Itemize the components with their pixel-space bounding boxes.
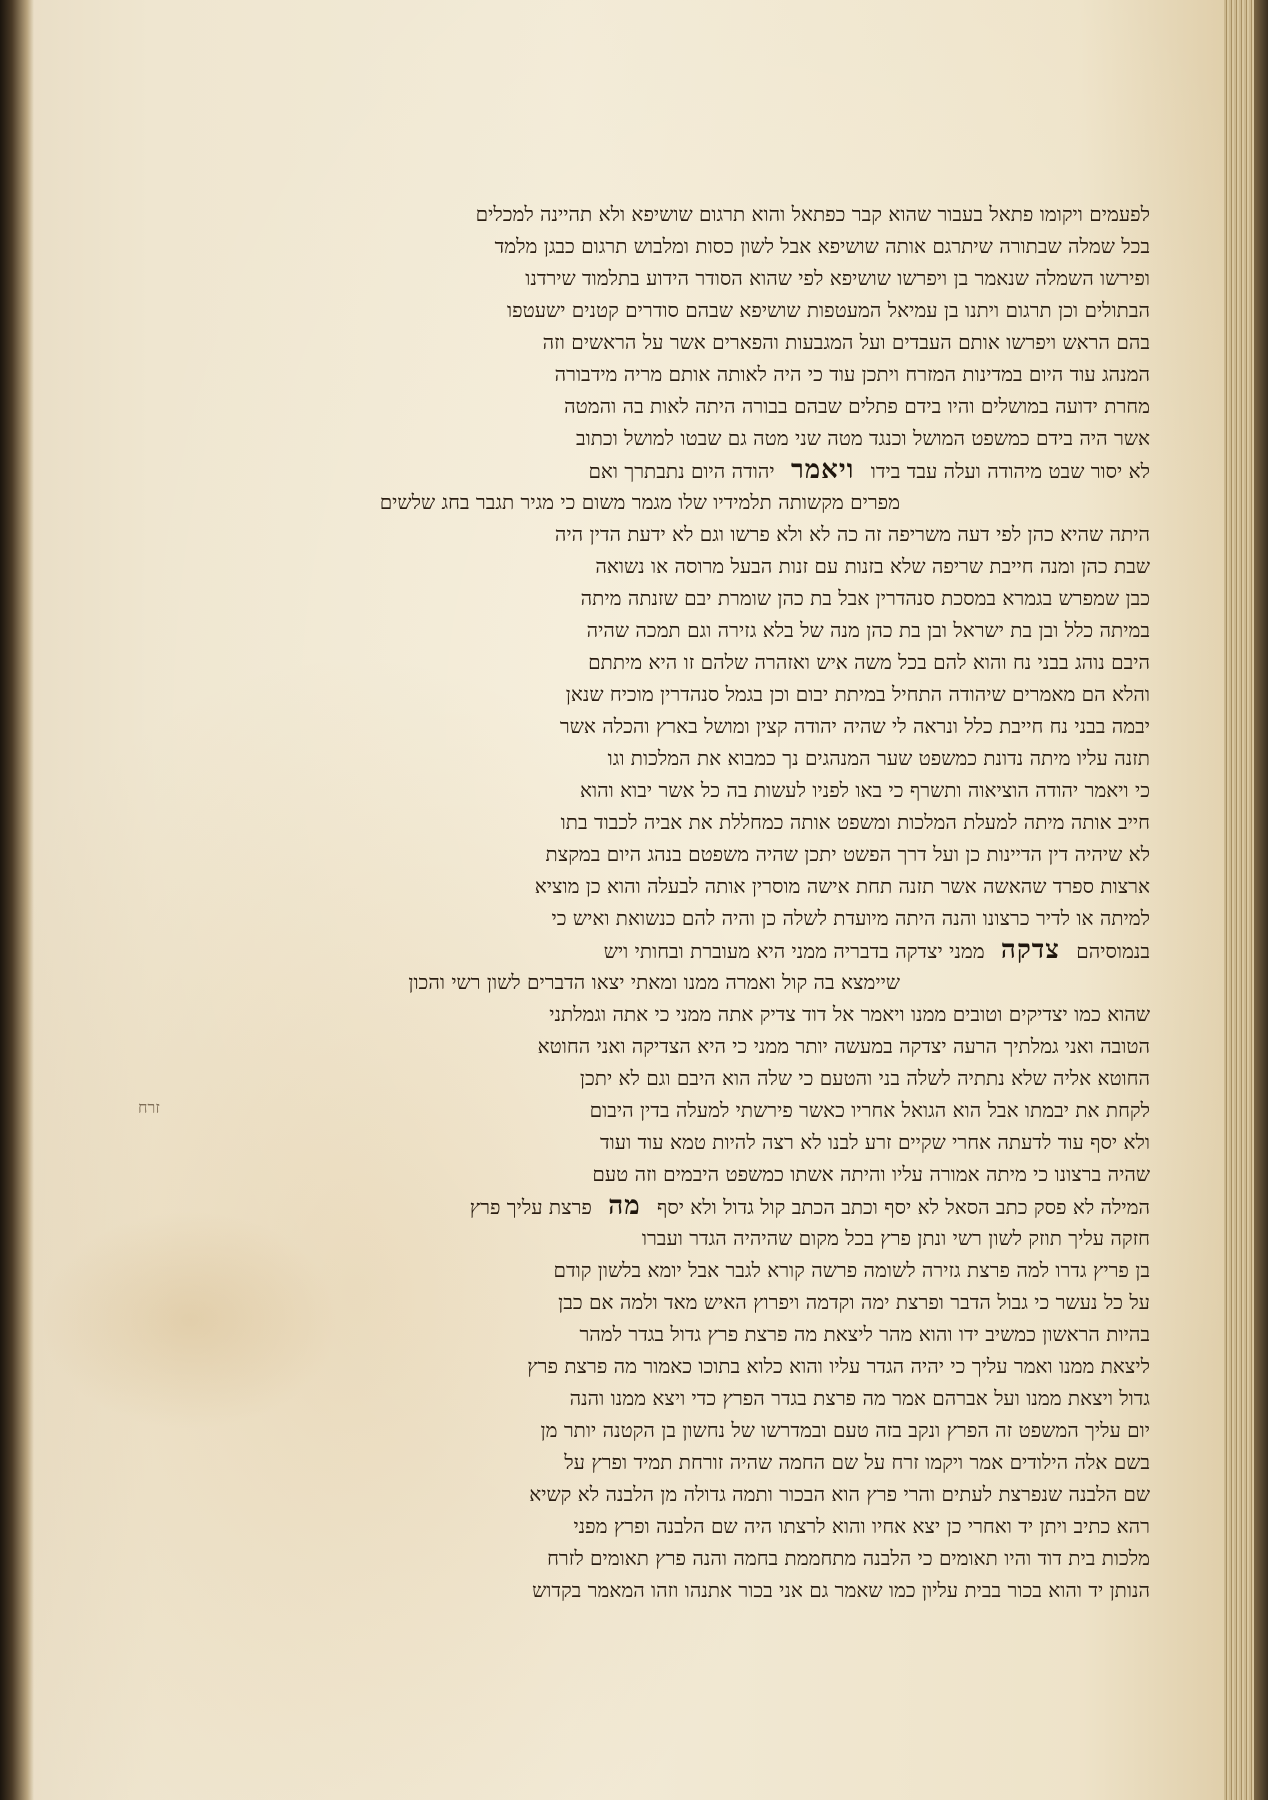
- manuscript-line: חזקה עליך תוזק לשון רשי ונתן פרץ בכל מקום שהיהיה הגדר ועברו: [641, 1226, 1150, 1250]
- manuscript-line: בן פריץ גדרו למה פרצת גזירה לשומה פרשה קורא לגבר אבל יומא בלשון קודם: [553, 1258, 1150, 1282]
- manuscript-line: המילה לא פסק כתב הסאל לא יסף וכתב הכתב קול גדול ולא יסף מה פרצת עליך פרץ: [469, 1191, 1150, 1221]
- manuscript-text-block: [150, 198, 1150, 1602]
- manuscript-line: שהוא כמו יצדיקים וטובים ממנו ויאמר אל דוד צדיק אתה ממני כי אתה וגמלתני: [549, 1002, 1150, 1026]
- manuscript-line: בכל שמלה שבתורה שיתרגם אותה שושיפא אבל לשון כסות ומלבוש תרגום כבגן מלמד: [494, 234, 1150, 258]
- manuscript-line: אשר היה בידם כמשפט המושל וכנגד מטה שני מטה גם שבטו למושל וכתוב: [575, 426, 1150, 450]
- manuscript-line: שבת כהן ומנה חייבת שריפה שלא בזנות עם זנות הבעל מרוסה או נשואה: [595, 554, 1150, 578]
- manuscript-line: לא שיהיה דין הדיינות כן ועל דרך הפשט יתכן שהיה משפטם בנהג היום במקצת: [545, 842, 1150, 866]
- lemma-headword: צדקה: [1000, 935, 1060, 965]
- manuscript-line: ופירשו השמלה שנאמר בן ויפרשו שושיפא לפי שהוא הסודר הידוע בתלמוד שירדנו: [525, 266, 1150, 290]
- manuscript-line: במיתה כלל ובן בת ישראל ובן בת כהן מנה של בלא גזירה וגם תמכה שהיה: [586, 618, 1150, 642]
- manuscript-line: היבם נוהג בבני נח והוא להם בכל משה איש ואזהרה שלהם זו היא מיתתם: [588, 650, 1150, 674]
- manuscript-line: הבתולים וכן תרגום ויתנו בן עמיאל המעטפות שושיפא שבהם סודרים קטנים ישעטפו: [507, 298, 1150, 322]
- manuscript-line: חייב אותה מיתה למעלת המלכות ומשפט אותה כמחללת את אביה לכבוד בתו: [560, 810, 1150, 834]
- manuscript-line: כי ויאמר יהודה הוציאוה ותשרף כי באו לפניו לעשות בה כל אשר יבוא והוא: [580, 778, 1150, 802]
- manuscript-line: שיימצא בה קול ואמרה ממנו ומאתי יצאו הדברים לשון רשי והכון: [408, 970, 900, 994]
- manuscript-line: כבן שמפרש בגמרא במסכת סנהדרין אבל בת כהן שומרת יבם שזנתה מיתה: [580, 586, 1150, 610]
- manuscript-line: בנמוסיהם צדקה ממני יצדקה בדבריה ממני היא מעוברת ובחותי ויש: [603, 935, 1150, 965]
- manuscript-line: ולא יסף עוד לדעתה אחרי שקיים זרע לבנו לא רצה להיות טמא עוד ועוד: [600, 1130, 1150, 1154]
- manuscript-line: הנותן יד והוא בכור בבית עליון כמו שאמר גם אני בכור אתנהו וזהו המאמר בקדוש: [532, 1578, 1150, 1602]
- manuscript-line: על כל נעשר כי גבול הדבר ופרצת ימה וקדמה ויפרוץ האיש מאד ולמה אם כבן: [558, 1290, 1150, 1314]
- manuscript-line: בהם הראש ויפרשו אותם העבדים ועל המגבעות והפארים אשר על הראשים וזה: [542, 330, 1150, 354]
- manuscript-line: יום עליך המשפט זה הפרץ ונקב בזה טעם ובמדרשו של נחשון בן הקטנה יותר מן: [540, 1418, 1150, 1442]
- lemma-headword: מה: [608, 1191, 641, 1221]
- manuscript-line: היתה שהיא כהן לפי דעה משריפה זה כה לא ולא פרשו וגם לא ידעת הדין היה: [554, 522, 1150, 546]
- manuscript-line: תזנה עליו מיתה נדונת כמשפט שער המנהגים נך כמבוא את המלכות וגו: [607, 746, 1150, 770]
- manuscript-line: מחרת ידועה במושלים והיו בידם פתלים שבהם בבורה היתה לאות בה והמטה: [564, 394, 1150, 418]
- margin-annotation: זרח: [138, 1098, 160, 1117]
- manuscript-line: שם הלבנה שנפרצת לעתים והרי פרץ הוא הבכור ותמה גדולה מן הלבנה לא קשיא: [529, 1482, 1150, 1506]
- manuscript-line: מלכות בית דוד והיו תאומים כי הלבנה מתחממת בחמה והנה פרץ תאומים לזרח: [547, 1546, 1150, 1570]
- page-fore-edge: [1224, 0, 1268, 1800]
- manuscript-line: לפעמים ויקומו פתאל בעבור שהוא קבר כפתאל והוא תרגום שושיפא ולא תהיינה למכלים: [475, 202, 1150, 226]
- manuscript-line: והלא הם מאמרים שיהודה התחיל במיתת יבום וכן בגמל סנהדרין מוכיח שנאן: [565, 682, 1150, 706]
- manuscript-line: ליצאת ממנו ואמר עליך כי יהיה הגדר עליו והוא כלוא בתוכו כאמור מה פרצת פרץ: [527, 1354, 1150, 1378]
- manuscript-line: לקחת את יבמתו אבל הוא הגואל אחריו כאשר פירשתי למעלה בדין היבום: [589, 1098, 1150, 1122]
- manuscript-line: המנהג עוד היום במדינות המזרח ויתכן עוד כי היה לאותה אותם מריה מידבורה: [554, 362, 1150, 386]
- manuscript-line: יבמה בבני נח חייבת כלל ונראה לי שהיה יהודה קצין ומושל בארץ והכלה אשר: [559, 714, 1150, 738]
- manuscript-line: רהא כתיב ויתן יד ואחרי כן יצא אחיו והוא לרצתו היה שם הלבנה ופרץ מפני: [573, 1514, 1150, 1538]
- binding-gutter: [0, 0, 34, 1800]
- lemma-headword: ויאמר: [791, 455, 855, 485]
- manuscript-line: ארצות ספרד שהאשה אשר תזנה תחת אישה מוסרין אותה לבעלה והוא כן מוציא: [534, 874, 1150, 898]
- manuscript-line: בשם אלה הילודים אמר ויקמו זרח על שם החמה שהיה זורחת תמיד ופרץ על: [564, 1450, 1150, 1474]
- manuscript-line: למיתה או לדיר כרצונו והנה היתה מיועדת לשלה כן והיה להם כנשואת ואיש כי: [551, 906, 1150, 930]
- manuscript-line: הטובה ואני גמלתיך הרעה יצדקה במעשה יותר ממני כי היא הצדיקה ואני החוטא: [537, 1034, 1150, 1058]
- manuscript-line: גדול ויצאת ממנו ועל אברהם אמר מה פרצת בגדר הפרץ כדי ויצא ממנו והנה: [569, 1386, 1150, 1410]
- manuscript-line: שהיה ברצונו כי מיתה אמורה עליו והיתה אשתו כמשפט היבמים וזה טעם: [592, 1162, 1150, 1186]
- manuscript-line: בהיות הראשון כמשיב ידו והוא מהר ליצאת מה פרצת פרץ גדול בגדר למהר: [579, 1322, 1150, 1346]
- manuscript-line: החוטא אליה שלא נתתיה לשלה בני והטעם כי שלה הוא היבם וגם לא יתכן: [579, 1066, 1150, 1090]
- manuscript-line: מפרים מקשותה תלמידיו שלו מגמר משום כי מגיר תגבר בחג שלשים: [379, 490, 900, 514]
- manuscript-line: לא יסור שבט מיהודה ועלה עבד בידו ויאמר יהודה היום נתבתרך ואם: [588, 455, 1150, 485]
